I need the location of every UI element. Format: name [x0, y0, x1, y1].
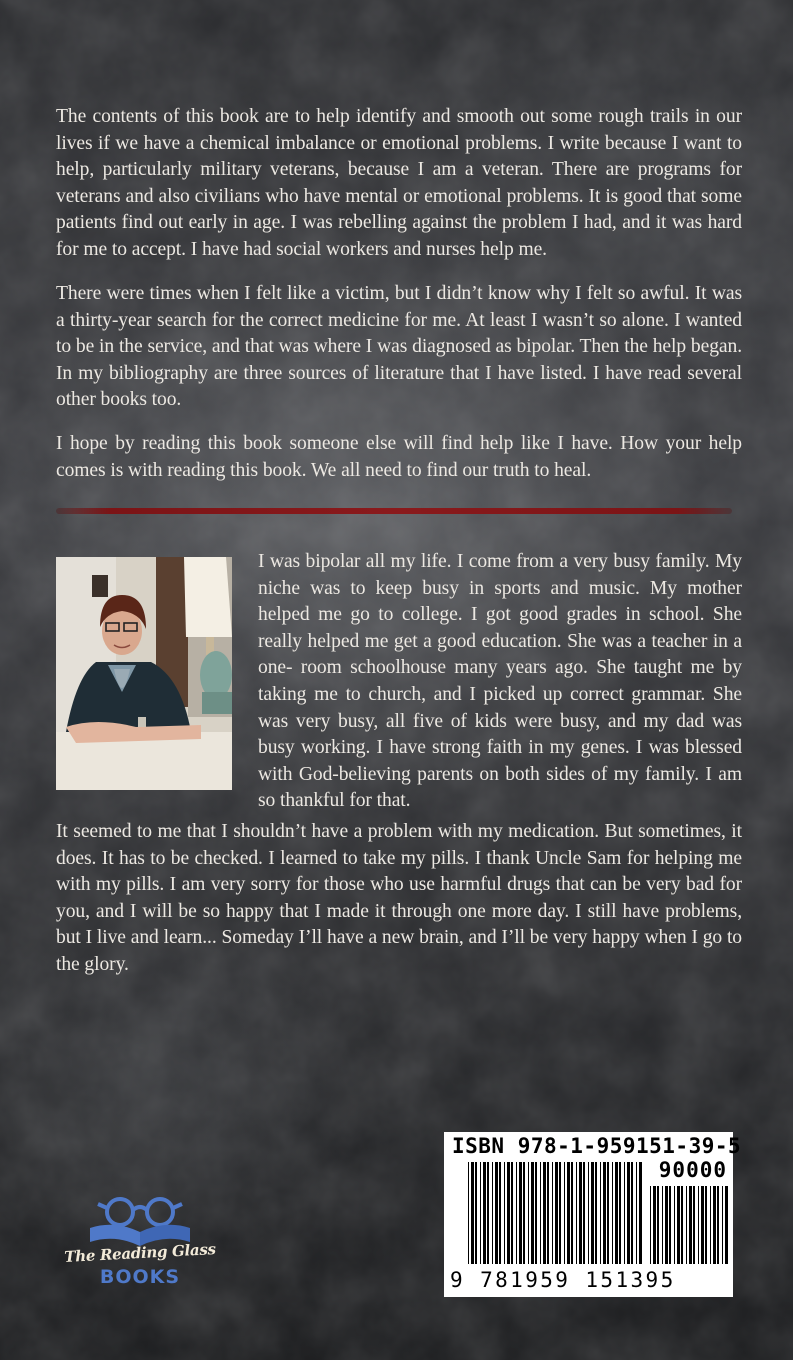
intro-paragraph-2: There were times when I felt like a victim, but I didn’t know why I felt so awful. It was a thirty-year search for the correct medicine for me. At least I wasn’t so alone. I wanted to be in the service, and that was where I was diagnosed as bipolar. Then the help began. In my bibliography are three sources of literature that I have listed. I have read several other books too.: [56, 283, 742, 411]
isbn-label: ISBN 978-1-959151-39-5: [452, 1134, 742, 1158]
ean-digits: 9 781959 151395: [450, 1268, 676, 1292]
price-code: 90000: [658, 1158, 727, 1182]
publisher-name-script: The Reading Glass: [63, 1240, 217, 1266]
author-bio: I was bipolar all my life. I come from a very busy family. My niche was to keep busy in sports and music. My mother helped me go to college. I got good grades in school. She really helped me get a good education. She was a teacher in a one- room schoolhouse many years ago. She taught me by taking me to church, and I picked up correct grammar. She was very busy, all five of kids were busy, and my dad was busy working. I have strong faith in my genes. I was blessed with God-believing parents on both sides of my family. I am so thankful for that.: [258, 551, 742, 812]
author-photo: [56, 557, 232, 790]
publisher-logo: [60, 1192, 220, 1302]
glasses-on-open-book-icon: [60, 1192, 220, 1248]
author-portrait-illustration: [56, 557, 232, 790]
intro-paragraph-1: The contents of this book are to help identify and smooth out some rough trails in our lives if we have a chemical imbalance or emotional problems. I write because I want to help, particularly military veterans, because I am a veteran. There are programs for veterans and also civilians who have mental or emotional problems. It is good that some patients find out early in age. I was rebelling against the problem I had, and it was hard for me to accept. I have had social workers and nurses help me.: [56, 106, 742, 260]
publisher-name-books: BOOKS: [99, 1266, 181, 1288]
closing-paragraph: It seemed to me that I shouldn’t have a problem with my medication. But sometimes, it does. It has to be checked. I learned to take my pills. I thank Uncle Sam for helping me with my pills. I am very sorry for those who use harmful drugs that can be very bad for you, and I will be so happy that I made it through one more day. I still have problems, but I live and learn... Someday I’ll have a new brain, and I’ll be very happy when I go to the glory.: [56, 821, 742, 975]
intro-paragraph-3: I hope by reading this book someone else will find help like I have. How your help comes is with reading this book. We all need to find our truth to heal.: [56, 433, 742, 481]
isbn-barcode: [444, 1132, 742, 1297]
red-divider: [56, 508, 732, 514]
